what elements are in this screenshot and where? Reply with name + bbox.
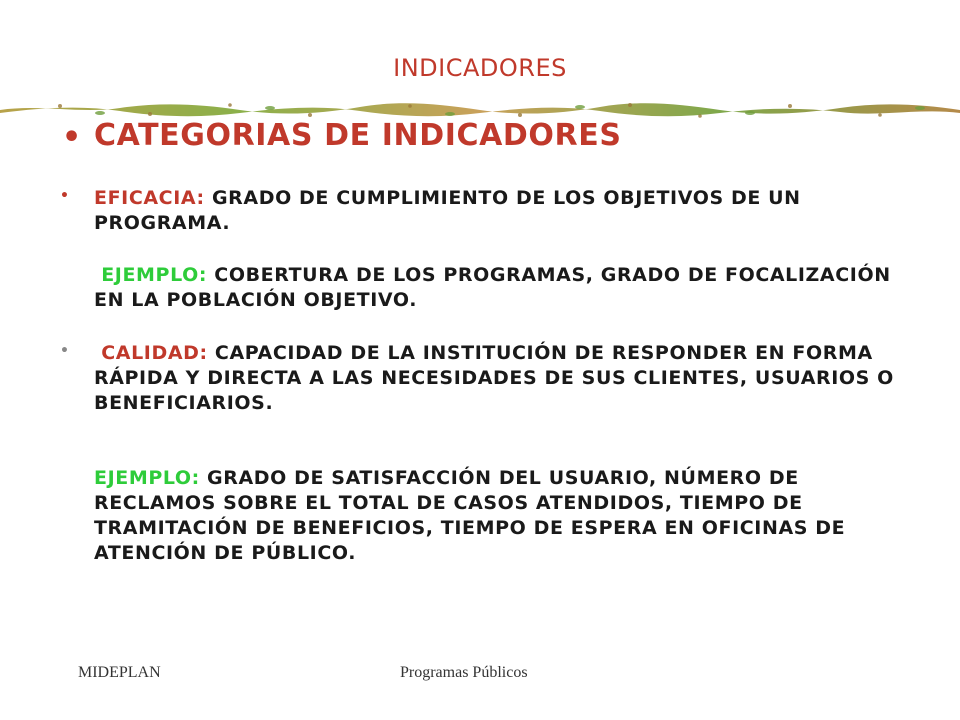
footer-center: Programas Públicos	[400, 664, 528, 681]
eficacia-example-label: EJEMPLO:	[101, 264, 208, 286]
calidad-text: CAPACIDAD DE LA INSTITUCIÓN DE RESPONDER EN FORMA RÁPIDA Y DIRECTA A LAS NECESIDADES DE SUS CLIENTES, USUARIOS O BENEFICIARIOS.	[94, 342, 894, 414]
calidad-example-text: GRADO DE SATISFACCIÓN DEL USUARIO, NÚMERO DE RECLAMOS SOBRE EL TOTAL DE CASOS ATENDIDOS, TIEMPO DE TRAMITACIÓN DE BENEFICIOS, TIEMPO DE ESPERA EN OFICINAS DE ATENCIÓN DE PÚBLICO.	[94, 467, 846, 564]
eficacia-text: GRADO DE CUMPLIMIENTO DE LOS OBJETIVOS DE UN PROGRAMA.	[94, 187, 801, 234]
slide-title: INDICADORES	[393, 54, 567, 82]
example-calidad	[94, 466, 924, 566]
bullet-eficacia: •	[60, 188, 69, 204]
example-eficacia	[94, 263, 924, 313]
calidad-example-label: EJEMPLO:	[94, 467, 200, 489]
item-eficacia	[94, 186, 924, 236]
eficacia-example-text: COBERTURA DE LOS PROGRAMAS, GRADO DE FOCALIZACIÓN EN LA POBLACIÓN OBJETIVO.	[94, 264, 891, 311]
heading-bullet: •	[62, 120, 82, 155]
bullet-calidad: •	[60, 343, 69, 359]
eficacia-label: EFICACIA:	[94, 187, 205, 209]
section-heading: CATEGORIAS DE INDICADORES	[94, 118, 622, 153]
footer-left: MIDEPLAN	[78, 664, 161, 681]
item-calidad	[94, 341, 924, 416]
calidad-label: CALIDAD:	[101, 342, 208, 364]
